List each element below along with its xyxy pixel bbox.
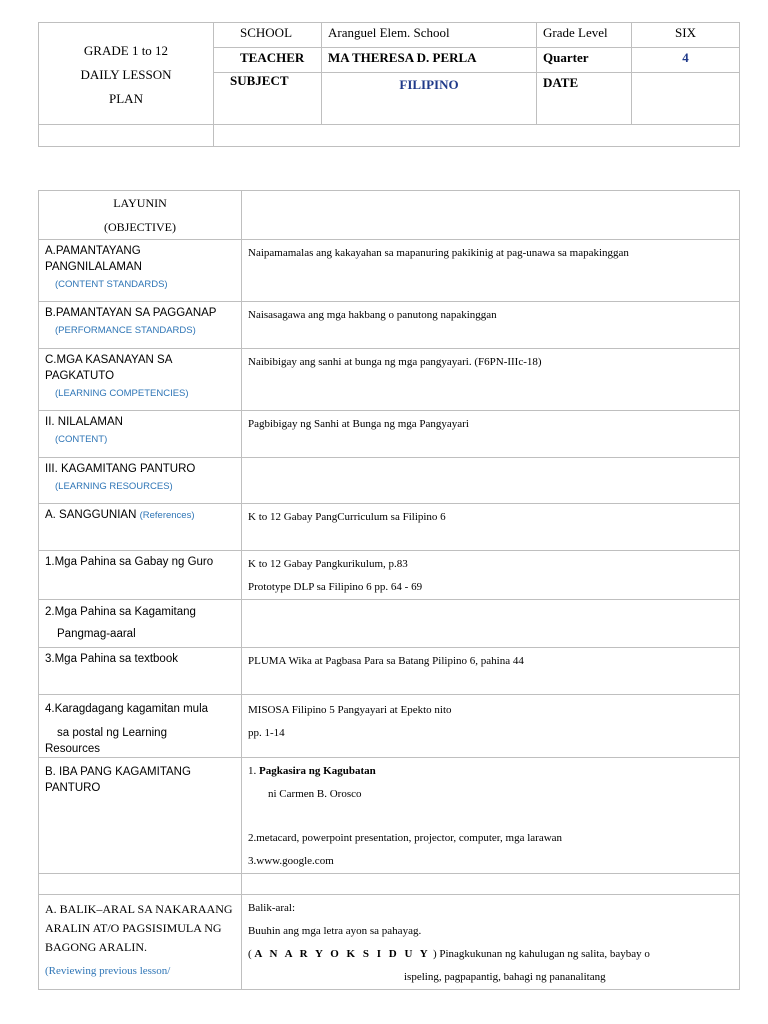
review-line-1: A. BALIK–ARAL SA NAKARAANG xyxy=(45,902,233,916)
performance-standards-label xyxy=(39,302,242,349)
learner-materials-line-2: Pangmag-aaral xyxy=(57,628,136,640)
date-value xyxy=(632,73,740,125)
learner-materials-value xyxy=(242,600,740,648)
learner-materials-line-1: 2.Mga Pahina sa Kagamitang xyxy=(45,606,196,618)
other-materials-line-2: PANTURO xyxy=(45,782,101,794)
objective-label xyxy=(39,191,242,240)
review-paren-open: ( xyxy=(248,948,255,960)
teacher-guide-value-2: Prototype DLP sa Filipino 6 pp. 64 - 69 xyxy=(248,581,423,593)
empty-row-right xyxy=(242,874,740,895)
other-materials-line-1: B. IBA PANG KAGAMITANG xyxy=(45,766,191,778)
table-row xyxy=(39,551,740,600)
review-value-4: ispeling, pagpapantig, bahagi ng pananalitang xyxy=(404,971,606,983)
resources-value xyxy=(242,458,740,504)
other-materials-value xyxy=(242,758,740,874)
review-value xyxy=(242,895,740,990)
school-value: Aranguel Elem. School xyxy=(322,23,537,48)
objective-label-line-2: (OBJECTIVE) xyxy=(104,220,176,234)
references-sub: (References) xyxy=(139,510,195,521)
competencies-line-2: PAGKATUTO xyxy=(45,370,115,382)
content-value: Pagbibigay ng Sanhi at Bunga ng mga Pangyayari xyxy=(242,411,740,458)
header-empty-cell-left xyxy=(39,125,214,147)
other-materials-label xyxy=(39,758,242,874)
header-empty-cell-right xyxy=(214,125,740,147)
table-row xyxy=(39,895,740,990)
table-row xyxy=(39,648,740,695)
review-line-3: BAGONG ARALIN. xyxy=(45,940,147,954)
subject-value: FILIPINO xyxy=(322,73,537,125)
review-value-1: Balik-aral: xyxy=(248,902,296,914)
table-row xyxy=(39,758,740,874)
table-row xyxy=(39,695,740,758)
quarter-value: 4 xyxy=(632,48,740,73)
table-row xyxy=(39,600,740,648)
textbook-value: PLUMA Wika at Pagbasa Para sa Batang Pilipino 6, pahina 44 xyxy=(242,648,740,695)
table-row xyxy=(39,411,740,458)
content-standards-label xyxy=(39,240,242,302)
quarter-label: Quarter xyxy=(537,48,632,73)
content-standards-line-2: PANGNILALAMAN xyxy=(45,261,142,273)
content-label xyxy=(39,411,242,458)
empty-row-left xyxy=(39,874,242,895)
grade-level-value: SIX xyxy=(632,23,740,48)
table-row xyxy=(39,504,740,551)
plan-title-line-2: DAILY LESSON xyxy=(80,66,172,82)
competencies-value: Naibibigay ang sanhi at bunga ng mga pangyayari. (F6PN-IIIc-18) xyxy=(242,349,740,411)
resources-label xyxy=(39,458,242,504)
teacher-guide-label: 1.Mga Pahina sa Gabay ng Guro xyxy=(39,551,242,600)
table-row xyxy=(39,302,740,349)
review-label xyxy=(39,895,242,990)
school-label: SCHOOL xyxy=(214,23,322,48)
content-standards-sub: (CONTENT STANDARDS) xyxy=(55,279,168,290)
other-materials-number: 1. xyxy=(248,765,259,777)
header-table xyxy=(38,22,740,147)
review-clue: ) Pinagkukunan ng kahulugan ng salita, baybay o xyxy=(430,948,650,960)
teacher-label: TEACHER xyxy=(214,48,322,73)
competencies-label xyxy=(39,349,242,411)
additional-materials-line-1: 4.Karagdagang kagamitan mula xyxy=(45,703,209,715)
content-standards-value: Naipamamalas ang kakayahan sa mapanuring pakikinig at pag-unawa sa mapakinggan xyxy=(242,240,740,302)
performance-standards-value: Naisasagawa ang mga hakbang o panutong napakinggan xyxy=(242,302,740,349)
learner-materials-label xyxy=(39,600,242,648)
other-materials-value-1 xyxy=(248,760,733,783)
content-standards-line-1: A.PAMANTAYANG xyxy=(45,245,141,257)
other-materials-value-3: 2.metacard, powerpoint presentation, projector, computer, mga larawan xyxy=(248,832,563,844)
review-value-2: Buuhin ang mga letra ayon sa pahayag. xyxy=(248,925,422,937)
plan-title-line-1: GRADE 1 to 12 xyxy=(83,42,169,58)
lesson-plan-table xyxy=(38,190,740,990)
content-sub: (CONTENT) xyxy=(55,434,108,445)
table-row xyxy=(39,458,740,504)
subject-label: SUBJECT xyxy=(214,73,322,125)
additional-materials-line-2: sa postal ng Learning xyxy=(57,727,167,739)
resources-line-1: III. KAGAMITANG PANTURO xyxy=(45,463,196,475)
additional-materials-value-2: pp. 1-14 xyxy=(248,727,285,739)
performance-standards-line-1: B.PAMANTAYAN SA PAGGANAP xyxy=(45,307,217,319)
references-label xyxy=(39,504,242,551)
additional-materials-line-3: Resources xyxy=(45,743,100,755)
other-materials-value-4: 3.www.google.com xyxy=(248,855,334,867)
teacher-guide-value-1: K to 12 Gabay Pangkurikulum, p.83 xyxy=(248,558,408,570)
competencies-sub: (LEARNING COMPETENCIES) xyxy=(55,388,189,399)
table-row xyxy=(39,349,740,411)
grade-level-label: Grade Level xyxy=(537,23,632,48)
other-materials-story-title: Pagkasira ng Kagubatan xyxy=(259,765,376,777)
scrambled-letters: A N A R Y O K S I D U Y xyxy=(254,948,431,960)
teacher-guide-value xyxy=(242,551,740,600)
review-value-3 xyxy=(248,943,733,966)
date-label: DATE xyxy=(537,73,632,125)
resources-sub: (LEARNING RESOURCES) xyxy=(55,481,173,492)
objective-value xyxy=(242,191,740,240)
additional-materials-value xyxy=(242,695,740,758)
review-sub: (Reviewing previous lesson/ xyxy=(45,965,171,977)
competencies-line-1: C.MGA KASANAYAN SA xyxy=(45,354,173,366)
additional-materials-value-1: MISOSA Filipino 5 Pangyayari at Epekto nito xyxy=(248,704,452,716)
other-materials-value-2: ni Carmen B. Orosco xyxy=(268,788,362,800)
performance-standards-sub: (PERFORMANCE STANDARDS) xyxy=(55,325,196,336)
review-line-2: ARALIN AT/O PAGSISIMULA NG xyxy=(45,921,222,935)
table-row xyxy=(39,874,740,895)
references-label-text: A. SANGGUNIAN xyxy=(45,509,137,521)
table-row xyxy=(39,191,740,240)
teacher-value: MA THERESA D. PERLA xyxy=(322,48,537,73)
plan-title xyxy=(39,23,214,125)
references-value: K to 12 Gabay PangCurriculum sa Filipino 6 xyxy=(242,504,740,551)
content-line-1: II. NILALAMAN xyxy=(45,416,123,428)
objective-label-line-1: LAYUNIN xyxy=(113,196,167,210)
additional-materials-label xyxy=(39,695,242,758)
textbook-label: 3.Mga Pahina sa textbook xyxy=(39,648,242,695)
plan-title-line-3: PLAN xyxy=(109,90,143,106)
table-row xyxy=(39,240,740,302)
